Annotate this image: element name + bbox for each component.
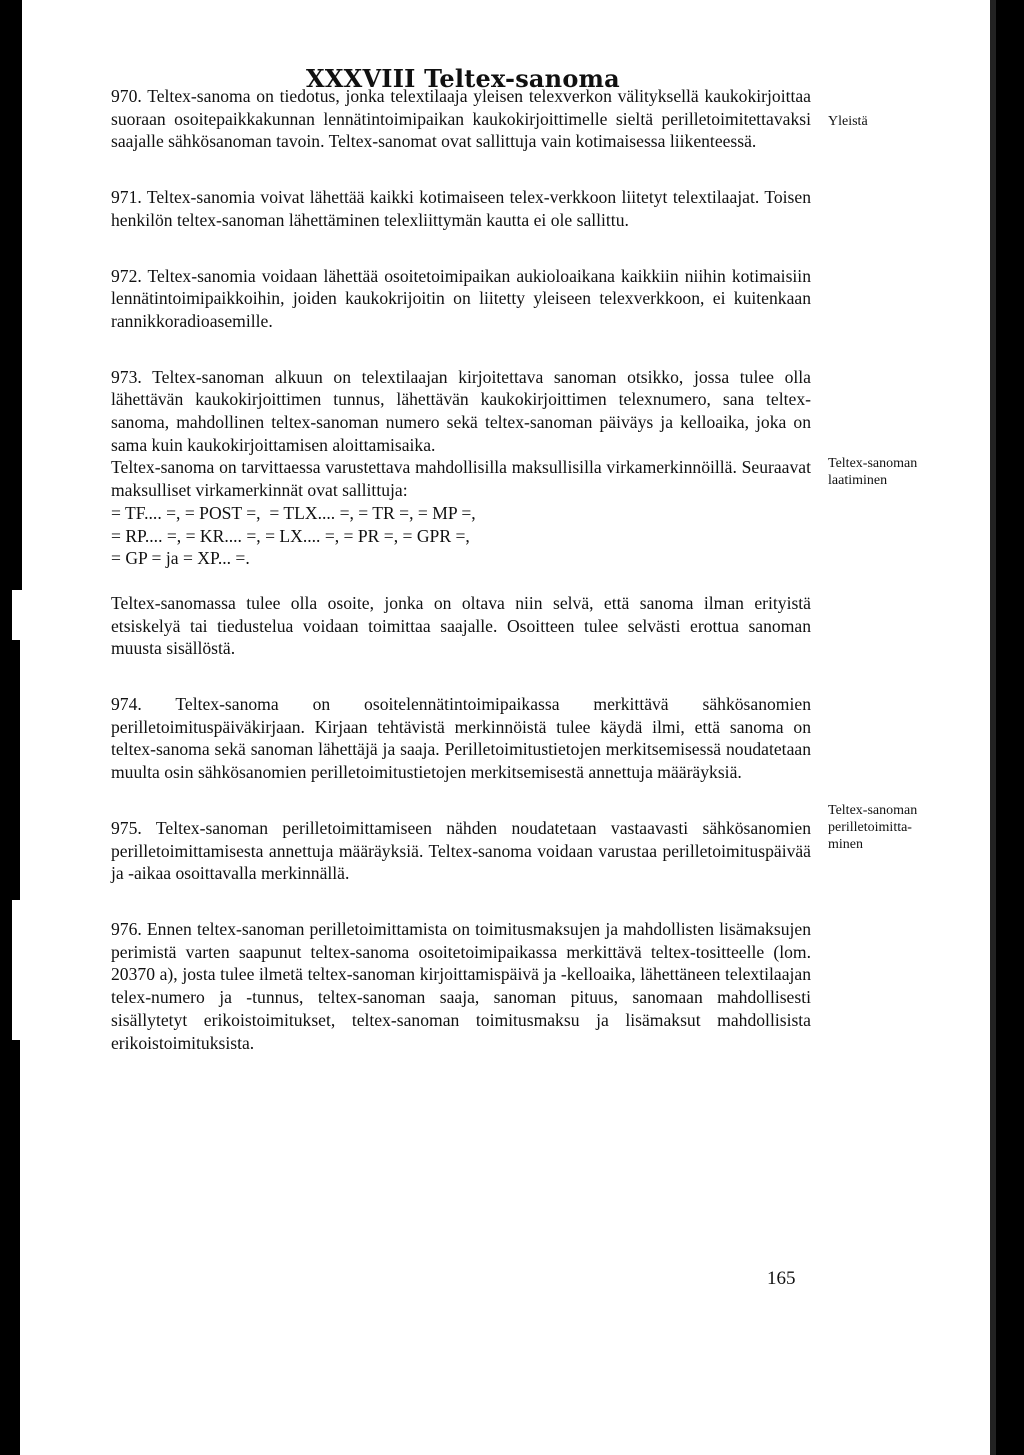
margin-note-delivery-line-2: perilletoimitta- — [828, 820, 912, 835]
service-codes-line-2: = RP.... =, = KR.... =, = LX.... =, = PR =, = GPR =, — [111, 525, 470, 546]
margin-note-delivery-line-1: Teltex-sanoman — [828, 803, 918, 818]
scan-edge-left-middle — [12, 640, 20, 900]
margin-note-composition — [828, 455, 978, 489]
paragraph-973-surcharges: Teltex-sanoma on tarvittaessa varustettava mahdollisilla maksullisilla virkamerkinnöillä. Seuraavat maksulliset virkamerkinnät ovat sallittuja: — [111, 457, 811, 501]
chapter-title: XXXVIII Teltex-sanoma — [306, 64, 620, 93]
margin-note-composition-line-1: Teltex-sanoman — [828, 456, 918, 471]
paragraph-975: 975. Teltex-sanoman perilletoimittamiseen nähden noudatetaan vastaavasti sähkösanomien perilletoimittamisesta annettuja määräyksiä. Teltex-sanoma voidaan varustaa perilletoimituspäivää ja -aikaa osoittavalla merkinnällä. — [111, 817, 811, 884]
margin-note-general-text: Yleistä — [828, 114, 868, 129]
paragraph-973: 973. Teltex-sanoman alkuun on telextilaajan kirjoitettava sanoman otsikko, jossa tulee olla lähettävän kaukokirjoittimen tunnus, lähettävän kaukokirjoittimen telexnumero, sana teltex-sanoma, mahdollinen teltex-sanoman numero sekä teltex-sanoman päiväys ja kelloaika, joka on sama kuin kaukokirjoittamisen aloittamisaika. — [111, 366, 811, 455]
service-codes-line-1: = TF.... =, = POST =, = TLX.... =, = TR =, = MP =, — [111, 502, 476, 523]
margin-note-delivery — [828, 802, 978, 853]
scan-edge-right — [996, 0, 1024, 1455]
body-text — [111, 85, 811, 1087]
paragraph-974: 974. Teltex-sanoma on osoitelennätintoimipaikassa merkittävä sähkösanomien perilletoimituspäiväkirjaan. Kirjaan tehtävistä merkinnöistä tulee käydä ilmi, että sanoma on teltex-sanoma sekä sanoman lähettäjä ja saaja. Perilletoimitustietojen merkitsemisessä noudatetaan muulta osin sähkösanomien perilletoimitustietojen merkitsemisestä annettuja määräyksiä. — [111, 694, 811, 783]
margin-note-general — [828, 113, 978, 130]
paragraph-971: 971. Teltex-sanomia voivat lähettää kaikki kotimaiseen telex-verkkoon liitetyt telextilaajat. Toisen henkilön teltex-sanoman lähettäminen telexliittymän kautta ei ole sallittu. — [111, 187, 811, 230]
paragraph-972: 972. Teltex-sanomia voidaan lähettää osoitetoimipaikan aukioloaikana kaikkiin niihin kotimaisiin lennätintoimipaikkoihin, joiden kaukokrijoitin on liitetty yleiseen telexverkkoon, ei kuitenkaan rannikkoradioasemille. — [111, 265, 811, 331]
service-codes-list — [111, 502, 811, 570]
margin-note-composition-line-2: laatiminen — [828, 473, 888, 488]
page-number: 165 — [767, 1268, 796, 1289]
margin-note-delivery-line-3: minen — [828, 837, 863, 852]
service-codes-line-3: = GP = ja = XP... =. — [111, 548, 250, 569]
paragraph-973-address: Teltex-sanomassa tulee olla osoite, jonka on oltava niin selvä, että sanoma ilman erityistä etsiskelyä tai tiedustelua voidaan toimittaa saajalle. Osoitteen tulee selvästi erottua sanoman muusta sisällöstä. — [111, 592, 811, 659]
scan-edge-left-top — [12, 0, 22, 590]
scan-edge-left-bottom — [12, 1040, 20, 1455]
paragraph-970: 970. Teltex-sanoma on tiedotus, jonka telextilaaja yleisen telexverkon välityksellä kaukokirjoittaa suoraan osoitepaikkakunnan lennätintoimipaikan kaukokirjoittimelle sieltä perilletoimitettavaksi saajalle sähkösanoman tavoin. Teltex-sanomat ovat sallittuja vain kotimaisessa liikenteessä. — [111, 86, 811, 152]
paragraph-976: 976. Ennen teltex-sanoman perilletoimittamista on toimitusmaksujen ja mahdollisten lisämaksujen perimistä varten saapunut teltex-sanoma osoitetoimipaikassa merkittävä teltex-tositteelle (lom. 20370 a), josta tulee ilmetä teltex-sanoman kirjoittamispäivä ja -kelloaika, lähettäneen telextilaajan telex-numero ja -tunnus, teltex-sanoman saaja, sanoman pituus, sanomaan mahdollisesti sisällytetyt erikoistoimitukset, teltex-sanoman toimitusmaksu ja lisämaksut mahdollisista erikoistoimituksista. — [111, 918, 811, 1053]
